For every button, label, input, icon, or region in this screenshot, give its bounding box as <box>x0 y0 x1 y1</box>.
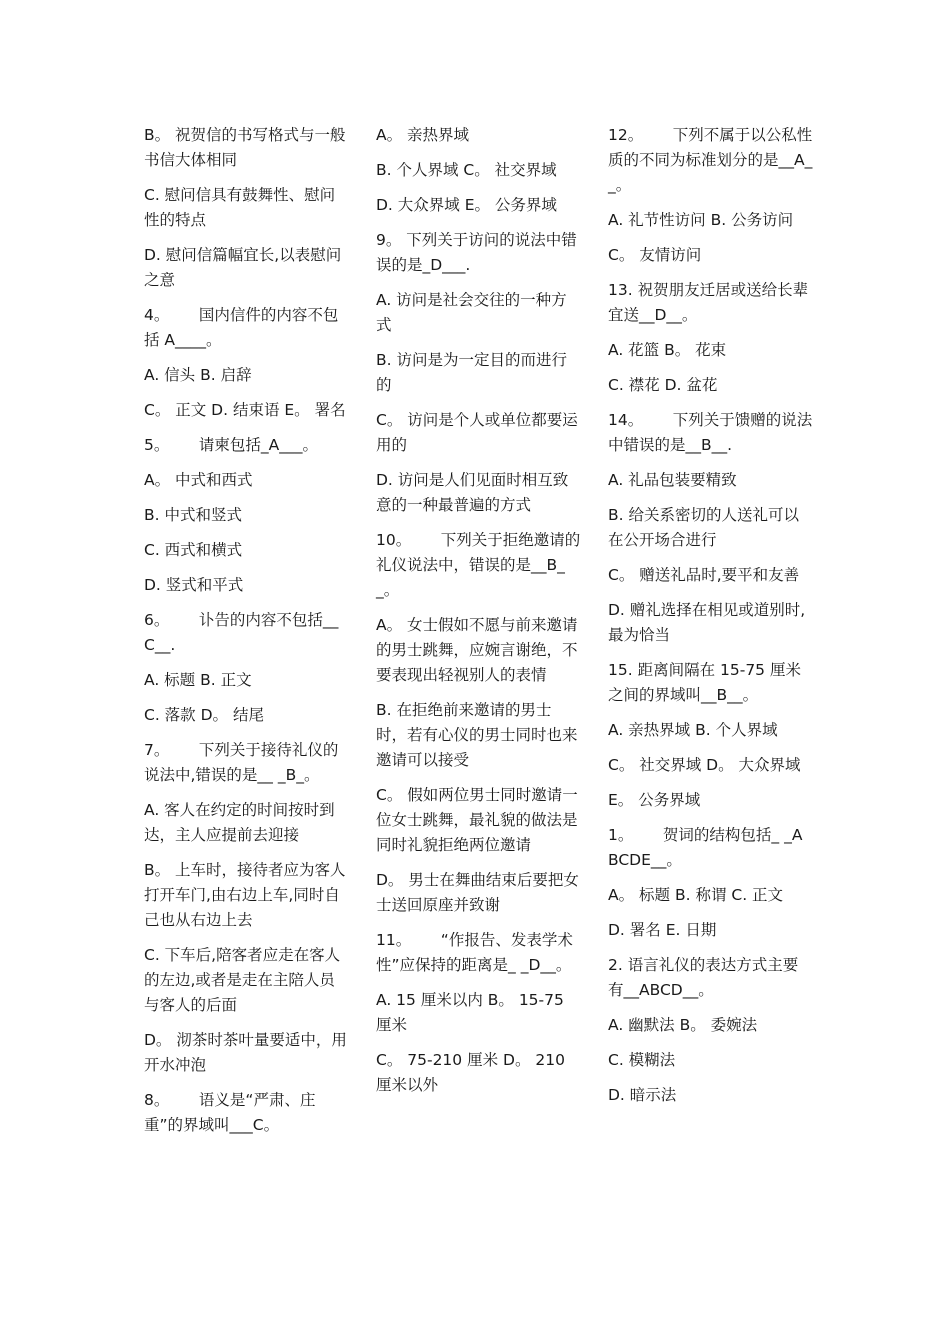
question-line: C. 下车后,陪客者应走在客人的左边,或者是走在主陪人员与客人的后面 <box>144 946 341 1014</box>
question-line: A. 礼品包装要精致 <box>608 471 737 489</box>
question-line: D。 沏茶时茶叶量要适中，用开水冲泡 <box>144 1031 347 1074</box>
question-line: D. 慰问信篇幅宜长,以表慰问之意 <box>144 246 342 289</box>
question-line: 7。 下列关于接待礼仪的说法中,错误的是__ _B_。 <box>144 741 339 784</box>
question-line: C。 友情访问 <box>608 246 702 264</box>
question-line: A。 女士假如不愿与前来邀请的男士跳舞，应婉言谢绝，不要表现出轻视别人的表情 <box>376 616 578 684</box>
question-line: A。 标题 B. 称谓 C. 正文 <box>608 886 784 904</box>
question-line: 11。 “作报告、发表学术性”应保持的距离是_ _D__。 <box>376 931 573 974</box>
question-line: A. 亲热界域 B. 个人界域 <box>608 721 778 739</box>
question-line: 6。 讣告的内容不包括__C__. <box>144 611 339 654</box>
question-line: D. 大众界域 E。 公务界域 <box>376 196 557 214</box>
question-line: D. 竖式和平式 <box>144 576 244 594</box>
question-line: C. 慰问信具有鼓舞性、慰问性的特点 <box>144 186 336 229</box>
question-line: 1。 贺词的结构包括_ _ABCDE__。 <box>608 826 803 869</box>
question-line: B. 访问是为一定目的而进行的 <box>376 351 567 394</box>
question-line: C. 模糊法 <box>608 1051 676 1069</box>
question-line: A. 幽默法 B。 委婉法 <box>608 1016 758 1034</box>
question-line: 12。 下列不属于以公私性质的不同为标准划分的是__A__。 <box>608 126 813 194</box>
question-line: C。 75-210 厘米 D。 210 厘米以外 <box>376 1051 570 1094</box>
question-line: A. 访问是社会交往的一种方式 <box>376 291 567 334</box>
question-line: 4。 国内信件的内容不包括 A____。 <box>144 306 339 349</box>
question-line: A. 标题 B. 正文 <box>144 671 252 689</box>
text-column-3 <box>608 123 813 1118</box>
question-line: A. 15 厘米以内 B。 15-75 厘米 <box>376 991 569 1034</box>
question-line: A. 花篮 B。 花束 <box>608 341 727 359</box>
question-line: A. 客人在约定的时间按时到达，主人应提前去迎接 <box>144 801 335 844</box>
question-line: 14。 下列关于馈赠的说法中错误的是__B__. <box>608 411 813 454</box>
question-line: A。 中式和西式 <box>144 471 253 489</box>
question-line: C。 访问是个人或单位都要运用的 <box>376 411 578 454</box>
question-line: C。 正文 D. 结束语 E。 署名 <box>144 401 346 419</box>
question-line: 13. 祝贺朋友迁居或送给长辈宜送__D__。 <box>608 281 809 324</box>
question-line: A. 礼节性访问 B. 公务访问 <box>608 211 794 229</box>
question-line: 10。 下列关于拒绝邀请的礼仪说法中，错误的是__B__。 <box>376 531 581 599</box>
question-line: B. 在拒绝前来邀请的男士时，若有心仪的男士同时也来邀请可以接受 <box>376 701 578 769</box>
question-line: 15. 距离间隔在 15-75 厘米之间的界域叫__B__。 <box>608 661 801 704</box>
question-line: 9。 下列关于访问的说法中错误的是_D___. <box>376 231 577 274</box>
question-line: C. 襟花 D. 盆花 <box>608 376 718 394</box>
question-line: C. 西式和横式 <box>144 541 243 559</box>
question-line: 5。 请柬包括_A___。 <box>144 436 319 454</box>
question-line: B。 上车时，接待者应为客人打开车门,由右边上车,同时自己也从右边上去 <box>144 861 346 929</box>
text-column-2 <box>376 123 581 1108</box>
question-line: A。 亲热界域 <box>376 126 470 144</box>
question-line: A. 信头 B. 启辞 <box>144 366 252 384</box>
question-line: E。 公务界域 <box>608 791 701 809</box>
question-line: 8。 语义是“严肃、庄重”的界域叫___C。 <box>144 1091 316 1134</box>
question-line: D。 男士在舞曲结束后要把女士送回原座并致谢 <box>376 871 579 914</box>
question-line: C。 假如两位男士同时邀请一位女士跳舞，最礼貌的做法是同时礼貌拒绝两位邀请 <box>376 786 578 854</box>
question-line: B. 中式和竖式 <box>144 506 242 524</box>
question-line: B. 给关系密切的人送礼可以在公开场合进行 <box>608 506 799 549</box>
question-line: C。 赠送礼品时,要平和友善 <box>608 566 800 584</box>
question-line: B。 祝贺信的书写格式与一般书信大体相同 <box>144 126 346 169</box>
question-line: B. 个人界域 C。 社交界域 <box>376 161 557 179</box>
question-line: D. 访问是人们见面时相互致意的一种最普遍的方式 <box>376 471 569 514</box>
question-line: D. 暗示法 <box>608 1086 677 1104</box>
question-line: C。 社交界域 D。 大众界域 <box>608 756 801 774</box>
question-line: D. 赠礼选择在相见或道别时,最为恰当 <box>608 601 806 644</box>
text-column-1 <box>144 123 349 1148</box>
question-line: 2. 语言礼仪的表达方式主要有__ABCD__。 <box>608 956 799 999</box>
question-line: C. 落款 D。 结尾 <box>144 706 264 724</box>
question-line: D. 署名 E. 日期 <box>608 921 717 939</box>
